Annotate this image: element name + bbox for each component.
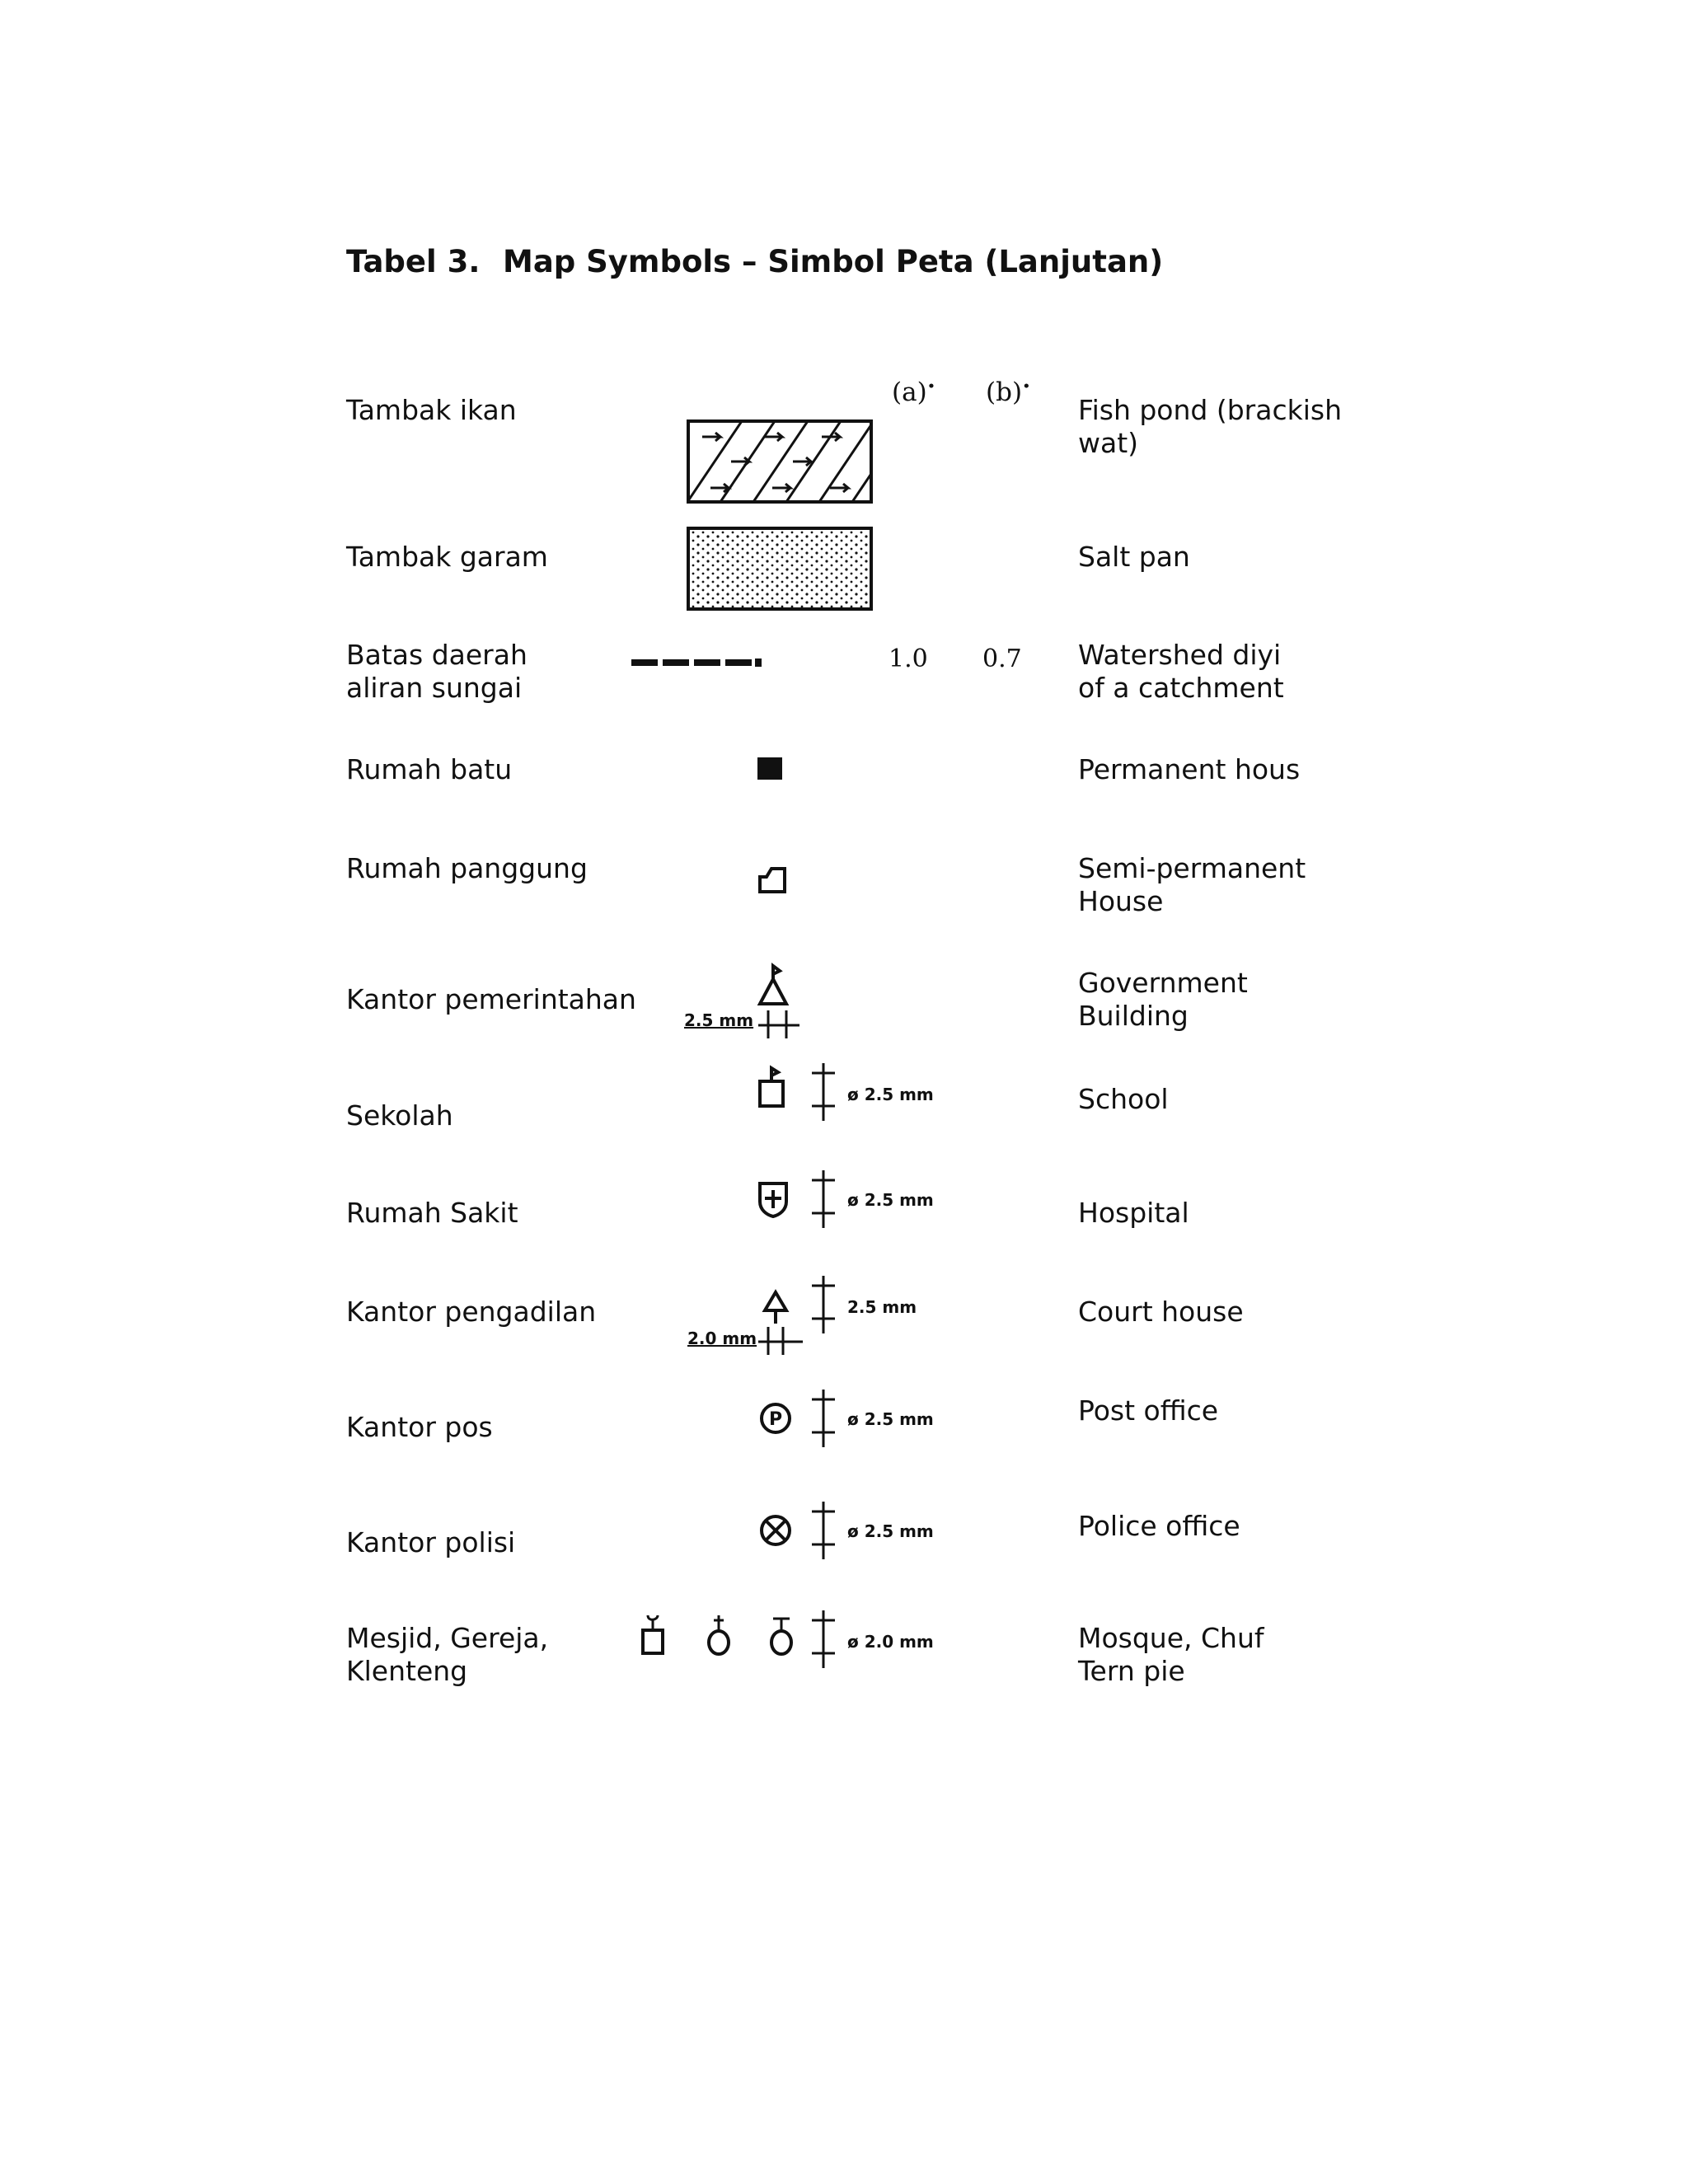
temple-symbol	[765, 1614, 798, 1657]
row-police-office-en: Police office	[1078, 1510, 1240, 1542]
hospital-size-marks	[809, 1170, 837, 1228]
police-office-symbol	[758, 1513, 793, 1548]
row-semi-permanent-id: Rumah panggung	[346, 852, 588, 884]
row-court-house-id: Kantor pengadilan	[346, 1296, 597, 1328]
table-title	[346, 244, 1163, 279]
row-watershed-id: Batas daerah aliran sungai	[346, 639, 528, 704]
post-office-symbol-letter: P	[768, 1409, 783, 1430]
school-symbol	[757, 1065, 786, 1111]
row-police-office-id: Kantor polisi	[346, 1526, 516, 1558]
row-government-id: Kantor pemerintahan	[346, 983, 636, 1015]
permanent-house-symbol	[755, 755, 785, 781]
mosque-symbol	[638, 1614, 668, 1657]
court-house-symbol	[762, 1289, 790, 1325]
column-header-a: (a)•	[892, 377, 936, 407]
semi-permanent-house-symbol	[757, 865, 788, 895]
court-house-size-marks	[809, 1276, 837, 1333]
row-watershed-en: Watershed diyi of a catchment	[1078, 639, 1284, 704]
watershed-value-b: 0.7	[982, 644, 1022, 673]
column-header-b: (b)•	[986, 377, 1031, 407]
post-office-symbol	[758, 1401, 793, 1436]
court-house-dimension-left: 2.0 mm	[687, 1329, 757, 1348]
row-fish-pond-id: Tambak ikan	[346, 394, 517, 426]
watershed-line-symbol	[631, 656, 788, 669]
table-title-text: Map Symbols – Simbol Peta (Lanjutan)	[503, 244, 1164, 279]
row-fish-pond-en: Fish pond (brackish wat)	[1078, 394, 1342, 459]
government-dimension-marks	[758, 1007, 799, 1040]
row-hospital-id: Rumah Sakit	[346, 1197, 518, 1229]
salt-pan-symbol	[686, 526, 874, 612]
worship-size-marks	[809, 1610, 837, 1668]
row-semi-permanent-en: Semi-permanent House	[1078, 852, 1306, 917]
row-hospital-en: Hospital	[1078, 1197, 1189, 1229]
police-office-size-marks	[809, 1502, 837, 1559]
court-house-dimension: 2.5 mm	[847, 1297, 917, 1317]
table-number: Tabel 3.	[346, 244, 481, 279]
post-office-size-marks	[809, 1390, 837, 1447]
government-building-symbol	[757, 964, 793, 1007]
worship-dimension: ø 2.0 mm	[847, 1632, 934, 1652]
school-dimension: ø 2.5 mm	[847, 1085, 934, 1104]
post-office-dimension: ø 2.5 mm	[847, 1409, 934, 1429]
hospital-dimension: ø 2.5 mm	[847, 1190, 934, 1210]
row-government-en: Government Building	[1078, 967, 1248, 1032]
row-school-id: Sekolah	[346, 1099, 453, 1132]
court-house-dimension-marks	[758, 1324, 803, 1357]
police-office-dimension: ø 2.5 mm	[847, 1521, 934, 1541]
row-permanent-house-id: Rumah batu	[346, 753, 513, 785]
row-salt-pan-en: Salt pan	[1078, 541, 1190, 573]
fish-pond-symbol	[686, 419, 874, 504]
row-post-office-id: Kantor pos	[346, 1411, 493, 1443]
church-symbol	[702, 1614, 735, 1657]
row-worship-id: Mesjid, Gereja, Klenteng	[346, 1622, 549, 1687]
row-post-office-en: Post office	[1078, 1394, 1219, 1427]
row-court-house-en: Court house	[1078, 1296, 1244, 1328]
row-salt-pan-id: Tambak garam	[346, 541, 548, 573]
row-school-en: School	[1078, 1083, 1169, 1115]
government-dimension: 2.5 mm	[684, 1010, 754, 1030]
watershed-value-a: 1.0	[889, 644, 928, 673]
hospital-symbol	[757, 1180, 790, 1218]
row-permanent-house-en: Permanent hous	[1078, 753, 1301, 785]
row-worship-en: Mosque, Chuf Tern pie	[1078, 1622, 1264, 1687]
school-size-marks	[809, 1063, 837, 1121]
